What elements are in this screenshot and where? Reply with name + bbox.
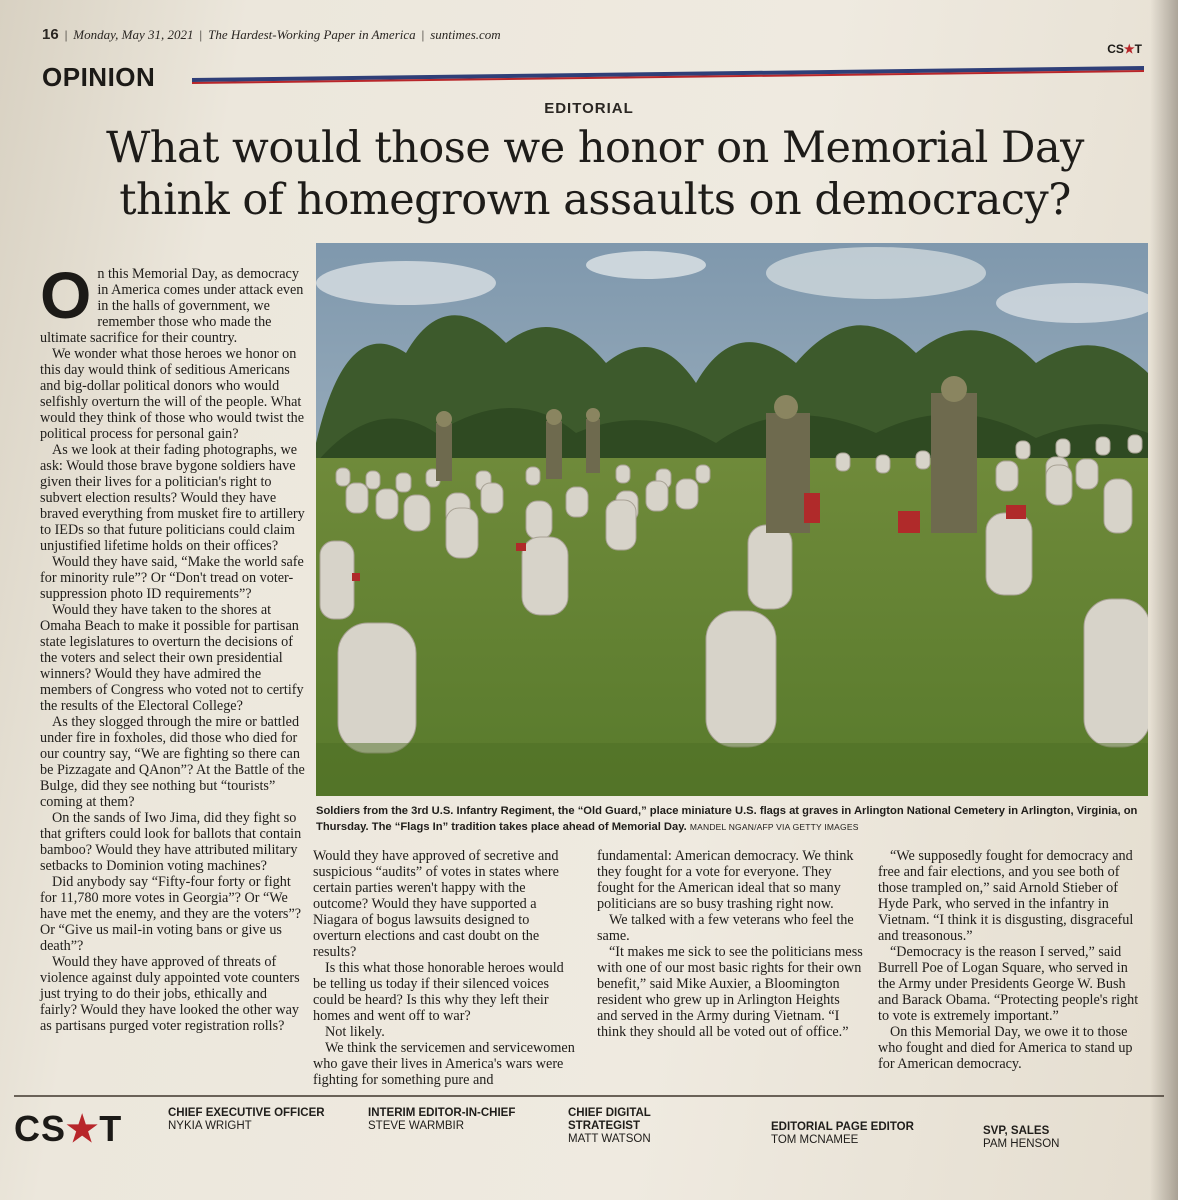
drop-cap: O (40, 258, 92, 332)
headline (30, 122, 1160, 226)
staff-title: SVP, SALES (983, 1125, 1050, 1137)
issue-date: Monday, May 31, 2021 (73, 27, 194, 42)
staff-name: MATT WATSON (568, 1133, 651, 1145)
paragraph: Did anybody say “Fifty-four forty or fight for 11,780 more votes in Georgia”? Or “We have met the enemy, and they are the voters”? Or “Give us mail-in voting bans or give us death”? (40, 874, 302, 954)
staff-entry-digital-strategist (568, 1107, 678, 1146)
section-label: OPINION (42, 62, 156, 92)
paragraph: fundamental: American democracy. We think they fought for a vote for everyone. They fought for the American ideal that so many politicians are so busy trashing right now. (597, 848, 854, 912)
paragraph: As we look at their fading photographs, we ask: Would those brave bygone soldiers have given their lives for a politician's right to subvert election results? Would they have braved everything from musket fire to artillery to IEDs so that future politicians could claim unjustified lifetime holds on their offices? (40, 442, 305, 554)
paragraph: Not likely. (325, 1024, 385, 1040)
staff-title: EDITORIAL PAGE EDITOR (771, 1121, 914, 1133)
article-column-4 (878, 848, 1146, 1072)
staff-title: INTERIM EDITOR-IN-CHIEF (368, 1107, 516, 1119)
paragraph: Would they have said, “Make the world safe for minority rule”? Or “Don't tread on voter-suppression photo ID requirements”? (40, 554, 304, 602)
staff-name: PAM HENSON (983, 1138, 1060, 1150)
folio-line: 16 | Monday, May 31, 2021 | The Hardest-Working Paper in America | suntimes.com (42, 26, 501, 43)
footer-rule (14, 1095, 1164, 1097)
masthead-logo (14, 1108, 122, 1150)
paragraph: Would they have approved of secretive and suspicious “audits” of votes in states where certain parties weren't happy with the outcome? Would they have supported a Niagara of bogus lawsuits designed to overturn elections and cast doubt on the results? (313, 848, 559, 960)
paragraph: Is this what those honorable heroes would be telling us today if their silenced voices could be heard? Is this why they left their homes and went off to war? (313, 960, 564, 1024)
section-rule (192, 64, 1144, 86)
article-column-3 (597, 848, 863, 1040)
photo-illustration (316, 243, 1148, 796)
photo-caption (316, 803, 1156, 835)
page-number: 16 (42, 26, 59, 43)
article-column-1 (40, 258, 306, 1034)
staff-entry-editorial-page-editor (771, 1121, 951, 1147)
paragraph: On the sands of Iwo Jima, did they fight so that grifters could look for ballots that contain bamboo? Would they have attributed military setbacks to Dominion voting machines? (40, 810, 302, 874)
headline-line-2: think of homegrown assaults on democracy? (119, 175, 1071, 225)
cemetery-photo (316, 243, 1148, 796)
paragraph: We talked with a few veterans who feel the same. (597, 912, 854, 944)
paper-slogan: The Hardest-Working Paper in America (208, 27, 416, 42)
article-column-2 (313, 848, 579, 1088)
masthead-logo-text: CS★T (14, 1108, 123, 1149)
staff-name: NYKIA WRIGHT (168, 1120, 252, 1132)
page-edge-shadow (1150, 0, 1178, 1200)
staff-entry-svp-sales (983, 1125, 1133, 1151)
small-logo-text: CS★T (1107, 42, 1142, 56)
caption-text: Soldiers from the 3rd U.S. Infantry Regiment, the “Old Guard,” place miniature U.S. flags at graves in Arlington National Cemetery in Arlington, Virginia, on Thursday. The “Flags In” tradition takes place ahead of Memorial Day. (316, 805, 1138, 833)
paragraph: Would they have approved of threats of violence against duly appointed vote counters just trying to do their jobs, ethically and fairly? Would they have looked the other way as partisans purged voter registration rolls? (40, 954, 300, 1034)
small-logo (1107, 42, 1142, 56)
paragraph: “Democracy is the reason I served,” said Burrell Poe of Logan Square, who served in the Army under Presidents George W. Bush and Barack Obama. “Protecting people's right to vote is extremely important.” (878, 944, 1139, 1024)
staff-title: CHIEF EXECUTIVE OFFICER (168, 1107, 325, 1119)
paragraph: We wonder what those heroes we honor on this day would think of seditious Americans and big-dollar political donors who would selfishly overturn the will of the people. What would they think of those who would twist the political process for personal gain? (40, 346, 305, 442)
staff-name: STEVE WARMBIR (368, 1120, 465, 1132)
website: suntimes.com (430, 27, 501, 42)
paragraph: On this Memorial Day, we owe it to those who fought and died for America to stand up for American democracy. (878, 1024, 1133, 1072)
paragraph: As they slogged through the mire or battled under fire in foxholes, did those who died for our country say, “We are fighting so there can be Pizzagate and QAnon”? At the Battle of the Bulge, did they see nothing but “tourists” coming at them? (40, 714, 305, 810)
staff-entry-editor-in-chief (368, 1107, 548, 1133)
staff-name: TOM MCNAMEE (771, 1134, 859, 1146)
kicker-editorial: EDITORIAL (544, 100, 634, 117)
paragraph: Would they have taken to the shores at Omaha Beach to make it possible for partisan state legislatures to overturn the decisions of the voters and select their own presidential winners? Would they have admired the members of Congress who voted not to certify the results of the Electoral College? (40, 602, 304, 714)
headline-line-1: What would those we honor on Memorial Day (106, 123, 1084, 173)
paragraph: “We supposedly fought for democracy and free and fair elections, and you see both of those trampled on,” said Arnold Stieber of Hyde Park, who served in the infantry in Vietnam. “I think it is disgusting, disgraceful and treasonous.” (878, 848, 1134, 944)
staff-title: CHIEF DIGITAL STRATEGIST (568, 1107, 651, 1132)
staff-entry-ceo (168, 1107, 358, 1133)
photo-credit: MANDEL NGAN/AFP VIA GETTY IMAGES (689, 822, 859, 832)
paragraph: n this Memorial Day, as democracy in America comes under attack even in the halls of government, we remember those who made the ultimate sacrifice for their country. (40, 266, 304, 346)
paragraph: We think the servicemen and servicewomen who gave their lives in America's wars were fighting for something pure and (313, 1040, 575, 1088)
paragraph: “It makes me sick to see the politicians mess with one of our most basic rights for their own benefit,” said Mike Auxier, a Bloomington resident who grew up in Arlington Heights and served in the Army during Vietnam. “I think they should all be voted out of office.” (597, 944, 863, 1040)
